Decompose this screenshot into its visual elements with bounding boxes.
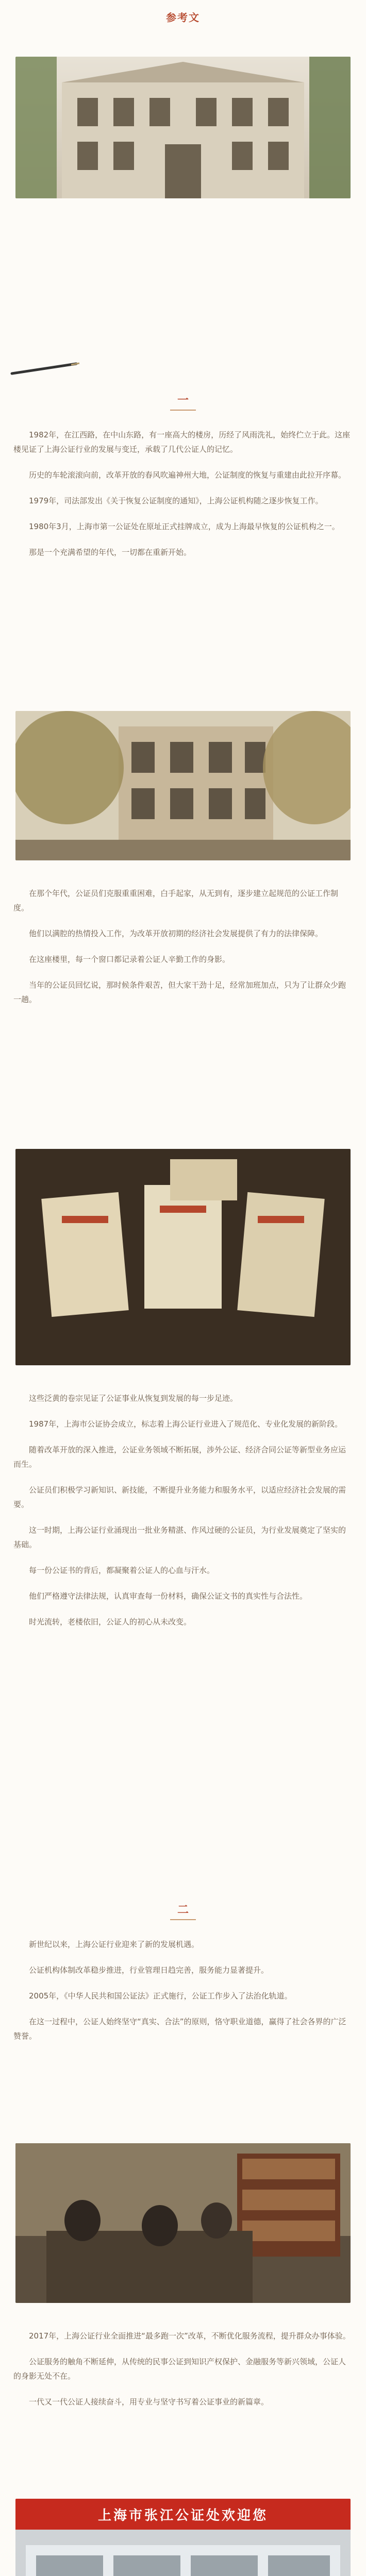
section-number: 二: [170, 1901, 196, 1920]
paragraph: 在那个年代，公证员们克服重重困难，白手起家，从无到有，逐步建立起规范的公证工作制度。: [13, 889, 339, 912]
archive-booklets-photo: [15, 1149, 351, 1365]
paragraph: 公证服务的触角不断延伸，从传统的民事公证到知识产权保护、金融服务等新兴领域，公证人的身影无处不在。: [13, 2357, 346, 2381]
paragraph: 1979年，司法部发出《关于恢复公证制度的通知》，上海公证机构随之逐步恢复工作。: [29, 496, 323, 505]
section-2-heading: [0, 1901, 366, 1920]
paragraph: 他们严格遵守法律法规，认真审查每一份材料，确保公证文书的真实性与合法性。: [29, 1591, 308, 1601]
paragraph: 每一份公证书的背后，都凝聚着公证人的心血与汗水。: [29, 1566, 215, 1575]
section-number: 一: [170, 392, 196, 411]
paragraph: 那是一个充满希望的年代，一切都在重新开始。: [29, 548, 192, 557]
building-exterior-photo: [15, 711, 351, 860]
section-2-text: [13, 1937, 353, 2055]
paragraph: 在这座楼里，每一个窗口都记录着公证人辛勤工作的身影。: [29, 955, 230, 964]
paragraph: 时光流转，老楼依旧，公证人的初心从未改变。: [29, 1617, 192, 1626]
office-workers-photo: [15, 2143, 351, 2303]
paragraph: 1987年，上海市公证协会成立，标志着上海公证行业进入了规范化、专业化发展的新阶段。: [29, 1419, 343, 1429]
section-1-text: [13, 428, 353, 571]
paragraph: 他们以满腔的热情投入工作，为改革开放初期的经济社会发展提供了有力的法律保障。: [29, 929, 323, 938]
paragraph: 在这一过程中，公证人始终坚守“真实、合法”的原则，恪守职业道德，赢得了社会各界的广泛赞誉。: [13, 2017, 346, 2041]
paragraph: 历史的车轮滚滚向前，改革开放的春风吹遍神州大地，公证制度的恢复与重建由此拉开序幕。: [29, 470, 346, 480]
section-1-heading: [0, 392, 366, 411]
paragraph: 公证员们积极学习新知识、新技能，不断提升业务能力和服务水平，以适应经济社会发展的需要。: [13, 1485, 346, 1509]
sign-text: 上海市张江公证处欢迎您: [97, 2508, 268, 2523]
paragraph: 这一时期，上海公证行业涌现出一批业务精湛、作风过硬的公证员，为行业发展奠定了坚实的基础。: [13, 1526, 346, 1549]
paragraph: 2017年，上海公证行业全面推进“最多跑一次”改革，不断优化服务流程，提升群众办事体验。: [29, 2331, 351, 2341]
section-1b-text: [13, 886, 353, 1018]
paragraph: 当年的公证员回忆说，那时候条件艰苦，但大家干劲十足，经常加班加点，只为了让群众少跑一趟。: [13, 980, 346, 1004]
paragraph: 随着改革开放的深入推进，公证业务领域不断拓展，涉外公证、经济合同公证等新型业务应运而生。: [13, 1445, 346, 1469]
paragraph: 新世纪以来，上海公证行业迎来了新的发展机遇。: [29, 1940, 199, 1949]
section-1c-text: [13, 1391, 353, 1640]
paragraph: 1982年，在江西路，在中山东路，有一座高大的楼房，历经了风雨洗礼，始终伫立于此。这座楼见证了上海公证行业的发展与变迁，承载了几代公证人的记忆。: [13, 430, 351, 454]
paragraph: 一代又一代公证人接续奋斗，用专业与坚守书写着公证事业的新篇章。: [29, 2397, 269, 2406]
paragraph: 2005年，《中华人民共和国公证法》正式施行，公证工作步入了法治化轨道。: [29, 1991, 292, 2001]
article-title: 参考文: [166, 11, 200, 24]
section-2b-text: [13, 2329, 353, 2420]
paragraph: 公证机构体制改革稳步推进，行业管理日趋完善，服务能力显著提升。: [29, 1965, 269, 1975]
paragraph: 1980年3月，上海市第一公证处在原址正式挂牌成立，成为上海最早恢复的公证机构之一。: [29, 522, 340, 531]
paragraph: 这些泛黄的卷宗见证了公证事业从恢复到发展的每一步足迹。: [29, 1394, 238, 1403]
old-building-photo: [15, 57, 351, 198]
pen-icon: [9, 361, 81, 376]
